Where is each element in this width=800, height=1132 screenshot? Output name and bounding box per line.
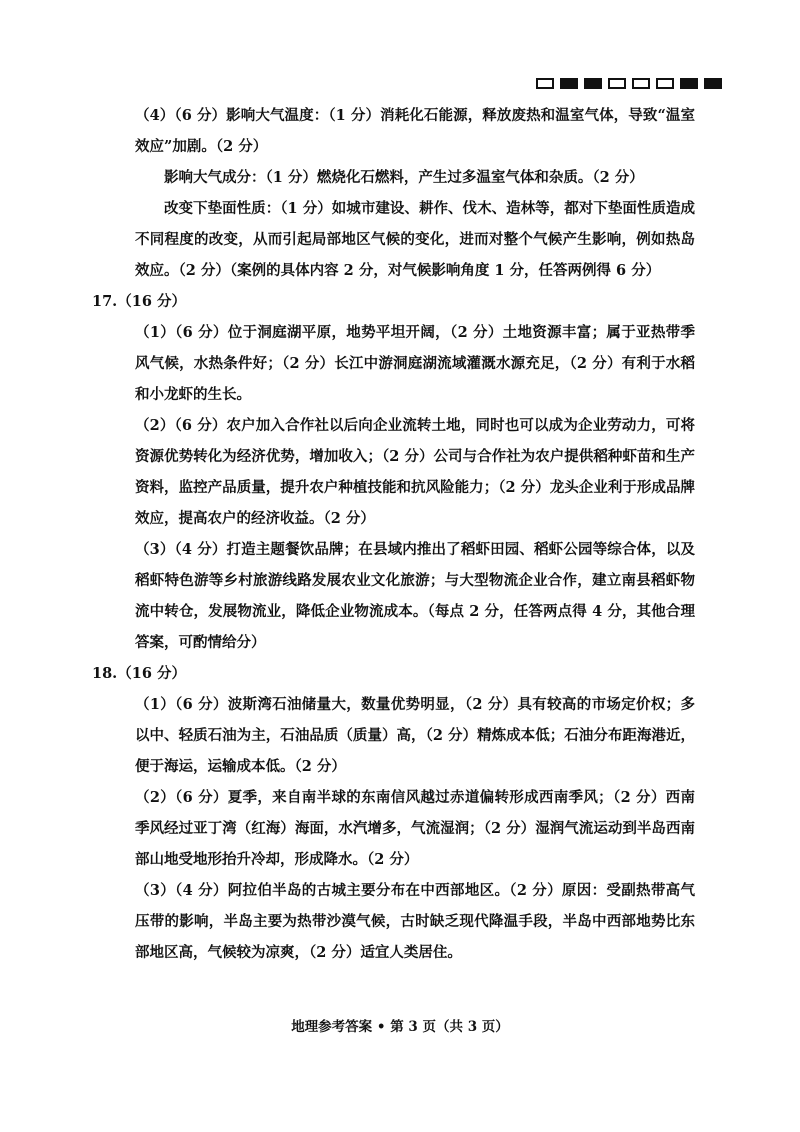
page-mark-empty (656, 78, 674, 89)
answer-paragraph: （2）（6 分）农户加入合作社以后向企业流转土地，同时也可以成为企业劳动力，可将资源优势转化为经济优势，增加收入；（2 分）公司与合作社为农户提供稻种虾苗和生产资料，监控产品质量，提升农户种植技能和抗风险能力；（2 分）龙头企业利于形成品牌效应，提高农户的经济收益。（2 分） (135, 417, 695, 527)
answer-paragraph: （2）（6 分）夏季，来自南半球的东南信风越过赤道偏转形成西南季风；（2 分）西南季风经过亚丁湾（红海）海面，水汽增多，气流湿润；（2 分）湿润气流运动到半岛西南部山地受地形抬升冷却，形成降水。（2 分） (135, 789, 695, 868)
page-mark-filled (680, 78, 698, 89)
page-mark-empty (536, 78, 554, 89)
page-mark-filled (560, 78, 578, 89)
page-marks (536, 78, 722, 89)
answer-paragraph: （1）（6 分）波斯湾石油储量大，数量优势明显，（2 分）具有较高的市场定价权；多以中、轻质石油为主，石油品质（质量）高，（2 分）精炼成本低；石油分布距海港近，便于海运，运输成本低。（2 分） (135, 696, 695, 775)
page-footer: 地理参考答案 • 第 3 页（共 3 页） (291, 1019, 509, 1035)
page-mark-filled (704, 78, 722, 89)
page-mark-filled (584, 78, 602, 89)
answer-paragraph: （4）（6 分）影响大气温度：（1 分）消耗化石能源，释放废热和温室气体，导致“温室效应”加剧。（2 分） (135, 107, 695, 155)
answer-paragraph: （1）（6 分）位于洞庭湖平原，地势平坦开阔，（2 分）土地资源丰富；属于亚热带季风气候，水热条件好；（2 分）长江中游洞庭湖流域灌溉水源充足，（2 分）有利于水稻和小龙虾的生长。 (135, 324, 695, 403)
question-number: 17.（16 分） (92, 293, 186, 310)
answer-paragraph: 改变下垫面性质：（1 分）如城市建设、耕作、伐木、造林等，都对下垫面性质造成不同程度的改变，从而引起局部地区气候的变化，进而对整个气候产生影响，例如热岛效应。（2 分）（案例的具体内容 2 分，对气候影响角度 1 分，任答两例得 6 分） (135, 200, 695, 279)
page-mark-empty (632, 78, 650, 89)
answer-paragraph: 影响大气成分：（1 分）燃烧化石燃料，产生过多温室气体和杂质。（2 分） (164, 169, 644, 186)
answer-paragraph: （3）（4 分）打造主题餐饮品牌；在县域内推出了稻虾田园、稻虾公园等综合体，以及稻虾特色游等乡村旅游线路发展农业文化旅游；与大型物流企业合作，建立南县稻虾物流中转仓，发展物流业，降低企业物流成本。（每点 2 分，任答两点得 4 分，其他合理答案，可酌情给分） (135, 541, 695, 651)
question-number: 18.（16 分） (92, 665, 186, 682)
answer-paragraph: （3）（4 分）阿拉伯半岛的古城主要分布在中西部地区。（2 分）原因：受副热带高气压带的影响，半岛主要为热带沙漠气候，古时缺乏现代降温手段，半岛中西部地势比东部地区高，气候较为凉爽，（2 分）适宜人类居住。 (135, 882, 695, 961)
page-mark-empty (608, 78, 626, 89)
answer-content (92, 100, 695, 968)
